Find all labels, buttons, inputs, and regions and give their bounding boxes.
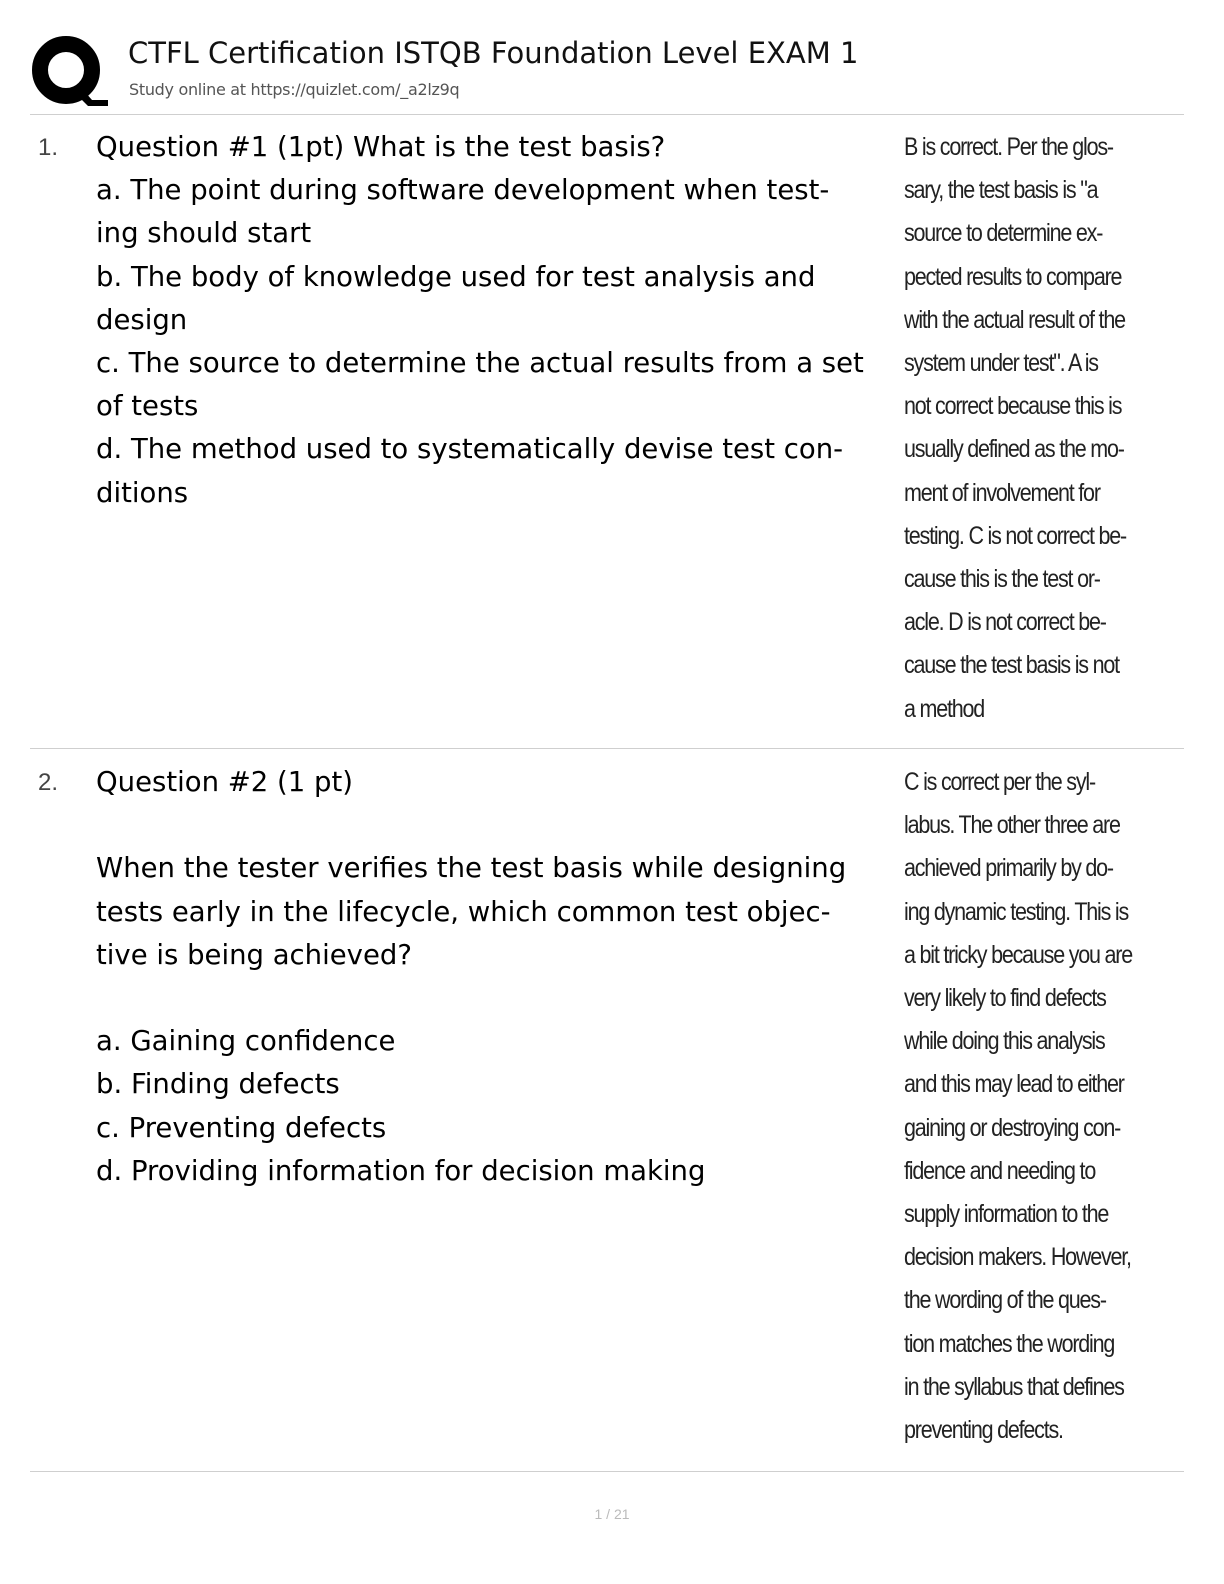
question-line: tive is being achieved?: [96, 938, 412, 971]
header-divider: [30, 114, 1184, 115]
answer-explanation: [904, 126, 1153, 731]
option-line: b. Finding defects: [96, 1068, 340, 1101]
question-number: 1.: [38, 134, 59, 161]
answer-line: in the syllabus that defines: [904, 1372, 1124, 1401]
question-number: 2.: [38, 769, 59, 796]
answer-line: source to determine ex-: [904, 219, 1103, 248]
option-line: of tests: [96, 390, 199, 423]
option-line: b. The body of knowledge used for test analysis and: [96, 260, 816, 293]
question-divider: [30, 748, 1184, 749]
answer-line: decision makers. However,: [904, 1243, 1131, 1272]
blank-line: [96, 804, 896, 847]
answer-line: C is correct per the syl-: [904, 768, 1095, 796]
question-text: [96, 126, 896, 515]
answer-line: preventing defects.: [904, 1416, 1063, 1445]
answer-line: achieved primarily by do-: [904, 854, 1113, 883]
option-line: a. The point during software development when test-: [96, 174, 830, 207]
answer-line: a method: [904, 694, 985, 723]
question-line: tests early in the lifecycle, which common test objec-: [96, 895, 831, 928]
option-line: design: [96, 303, 188, 336]
question-line: When the tester verifies the test basis while designing: [96, 852, 847, 885]
answer-line: while doing this analysis: [904, 1027, 1105, 1056]
answer-line: sary, the test basis is "a: [904, 176, 1098, 205]
option-line: d. Providing information for decision making: [96, 1154, 706, 1187]
question-line: Question #2 (1 pt): [96, 766, 353, 798]
question-text: [96, 761, 896, 1193]
answer-line: cause this is the test or-: [904, 565, 1100, 594]
blank-line: [96, 977, 896, 1020]
answer-line: very likely to find defects: [904, 984, 1106, 1013]
question-line: Question #1 (1pt) What is the test basis?: [96, 131, 666, 163]
option-line: ing should start: [96, 217, 312, 250]
answer-line: pected results to compare: [904, 262, 1122, 291]
answer-line: labus. The other three are: [904, 811, 1120, 840]
answer-line: system under test". A is: [904, 349, 1098, 378]
answer-line: ment of involvement for: [904, 478, 1100, 507]
answer-explanation: [904, 761, 1153, 1452]
answer-line: tion matches the wording: [904, 1329, 1115, 1358]
answer-line: cause the test basis is not: [904, 651, 1119, 680]
answer-line: not correct because this is: [904, 392, 1122, 421]
answer-line: acle. D is not correct be-: [904, 608, 1106, 637]
answer-line: and this may lead to either: [904, 1070, 1124, 1099]
answer-line: testing. C is not correct be-: [904, 521, 1127, 550]
option-line: ditions: [96, 476, 189, 509]
page-number: 1 / 21: [594, 1506, 630, 1522]
option-line: d. The method used to systematically devise test con-: [96, 433, 844, 466]
answer-line: a bit tricky because you are: [904, 940, 1133, 969]
answer-line: with the actual result of the: [904, 305, 1125, 334]
option-line: c. The source to determine the actual results from a set: [96, 347, 864, 380]
answer-line: fidence and needing to: [904, 1156, 1096, 1185]
quizlet-logo-icon: [30, 32, 110, 112]
page-header: [28, 30, 1188, 114]
answer-line: B is correct. Per the glos-: [904, 133, 1113, 161]
answer-line: the wording of the ques-: [904, 1286, 1106, 1315]
answer-line: supply information to the: [904, 1200, 1109, 1229]
answer-line: usually defined as the mo-: [904, 435, 1124, 464]
document-title: CTFL Certification ISTQB Foundation Level EXAM 1: [128, 36, 859, 70]
option-line: c. Preventing defects: [96, 1111, 387, 1144]
answer-line: gaining or destroying con-: [904, 1113, 1121, 1142]
study-online-link[interactable]: Study online at https://quizlet.com/_a2lz9q: [129, 80, 460, 99]
option-line: a. Gaining confidence: [96, 1025, 396, 1058]
question-divider: [30, 1471, 1184, 1472]
answer-line: ing dynamic testing. This is: [904, 897, 1129, 926]
